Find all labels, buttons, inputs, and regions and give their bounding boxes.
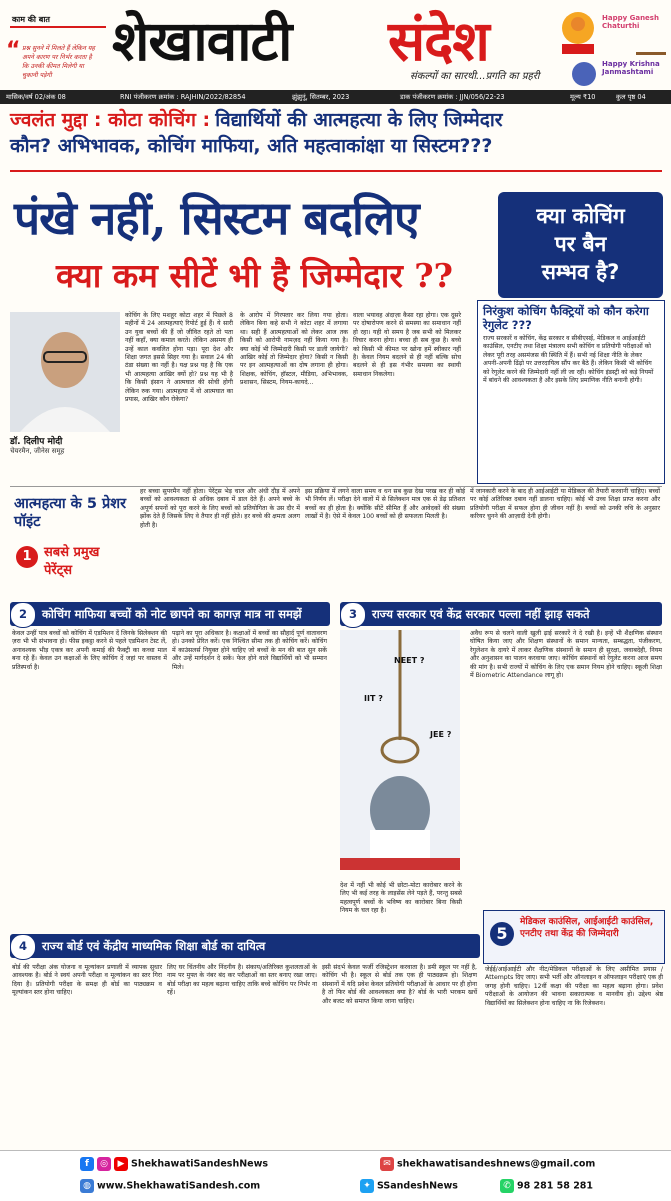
twitter-icon: ✦ bbox=[360, 1179, 374, 1193]
info-bar bbox=[0, 90, 671, 104]
tagline: संकल्पों का सारथी...प्रगति का प्रहरी bbox=[410, 71, 540, 82]
social-handle-2[interactable]: ✦ SSandeshNews bbox=[360, 1179, 458, 1193]
iit-label: IIT ? bbox=[364, 694, 383, 703]
section-4-column-3: इसी संदर्भ केवल फर्जी रजिस्ट्रेशन करवाता है। डमी स्कूल पर नहीं है, कोचिंग भी है। स्कूल से बोर्ड तक एक ही पाठ्यक्रम हो। शिक्षण संस्थानों में यदि प्रवेश केवल प्रतियोगी परीक्षाओं के आधार पर ही होना है तो फिर बोर्ड की आवश्यकता क्या है? बोर्ड के भारी भरकम खर्चे और बजट को समाप्त किया जाना चाहिए। bbox=[322, 964, 477, 1005]
section-5-body: जेईई/आईआईटी और नीट/मेडिकल परीक्षाओं के लिए असीमित प्रयास / Attempts दिए जाए। सभी भर्ती और ऑनलाइन व ऑफलाइन परीक्षाएं एक ही जगह होनी चाहिए। 12वीं कक्षा की परीक्षा का महत्व बढ़ाना होगा। प्रवेश परीक्षाओं के आयोजन की भावना सकारात्मक व मानवीय हो। उद्देश्य श्रेष्ठ विद्यार्थियों का सिलेक्शन होना चाहिए ना कि रिजेक्शन। bbox=[485, 966, 663, 1007]
festival-greeting-2: Happy Krishna Janmashtami bbox=[602, 60, 660, 76]
price: मूल्य ₹10 bbox=[570, 93, 596, 101]
whatsapp-icon: ✆ bbox=[500, 1179, 514, 1193]
quote-icon: “ bbox=[6, 38, 21, 63]
rni-info: RNI पंजीकरण क्रमांक : RAJHIN/2022/82854 bbox=[120, 93, 246, 101]
postal-info: डाक पंजीकरण क्रमांक : JJN/056/22-23 bbox=[400, 93, 505, 101]
section-3-title: राज्य सरकार एवं केंद्र सरकार पल्ला नहीं झाड़ सकते bbox=[372, 607, 590, 621]
festival-greeting-1: Happy Ganesh Chaturthi bbox=[602, 14, 659, 30]
author-photo bbox=[10, 312, 120, 432]
section-5-title: मेडिकल काउंसिल, आईआईटी काउंसिल, एनटीए तथा केंद्र की जिम्मेदारी bbox=[520, 917, 654, 939]
footer bbox=[0, 1150, 671, 1201]
mail-icon: ✉ bbox=[380, 1157, 394, 1171]
side-question-line1: क्या कोचिंग bbox=[536, 204, 625, 228]
side-question-line2: पर बैन bbox=[554, 232, 607, 256]
instagram-icon: ◎ bbox=[97, 1157, 111, 1171]
brand-title-left: शेखावाटी bbox=[112, 8, 292, 73]
regulation-title: निरंकुश कोचिंग फैक्ट्रियों को कौन करेगा रेगुलेट ??? bbox=[483, 304, 649, 332]
festival-banner bbox=[556, 0, 671, 92]
section-2-number: 2 bbox=[10, 602, 36, 628]
page-count: कुल पृष्ठ 04 bbox=[616, 93, 646, 101]
sub-headline: क्या कम सीटें भी है जिम्मेदार ?? bbox=[56, 256, 453, 295]
point-label: सबसे प्रमुख bbox=[44, 545, 100, 560]
side-question-box bbox=[498, 192, 663, 298]
phone-number[interactable]: ✆ 98 281 58 281 bbox=[500, 1179, 593, 1193]
section-4-column-2: लिए घर चिंतनीय और निंदनीय है। संकाय/अतिरिक्त कुशलताओं के नाम पर मुफ्त के नंबर बंद कर परीक्षाओं का स्तर बनाए रखा जाए। बोर्ड परीक्षा का महत्व बढ़ाना चाहिए ताकि बच्चे कोचिंग पर निर्भर ना रहें। bbox=[167, 964, 317, 997]
section-3-number: 3 bbox=[340, 602, 366, 628]
website-link[interactable]: ◍ www.ShekhawatiSandesh.com bbox=[80, 1179, 260, 1193]
point-sublabel: पेरेंट्स bbox=[44, 563, 73, 578]
section-4-title: राज्य बोर्ड एवं केंद्रीय माध्यमिक शिक्षा बोर्ड का दायित्व bbox=[42, 939, 266, 953]
section-4-number: 4 bbox=[10, 934, 36, 960]
point-number: 1 bbox=[16, 546, 38, 568]
parents-column-1: हर बच्चा सुपरमैन नहीं होता। पेरेंट्स भेड़ चाल और अंधी दौड़ में अपने बच्चों को आवश्यकता से अधिक दबाव में डाल देते हैं। अपने बच्चे के अपूर्ण सपनों को पूरा करने के लिए बच्चों को प्रतियोगिता के उस दौर में झोंक देते हैं जिसके लिए वे तैयार ही नहीं होते। हर बच्चे की क्षमता अलग होती है। bbox=[140, 488, 300, 529]
brand-title-right: संदेश bbox=[388, 8, 489, 73]
divider bbox=[10, 486, 662, 487]
section-4-column-1: बोर्ड की परीक्षा अंक योजना व मूल्यांकन प्रणाली में व्यापक सुधार आवश्यक है। बोर्ड ने स्वयं अपनी परीक्षा व मूल्यांकन का स्तर गिरा दिया है। प्रतियोगी परीक्षा के समक्ष ही बोर्ड का पाठ्यक्रम व मूल्यांकन स्तर होना चाहिए। bbox=[12, 964, 162, 997]
lead-column-1: कोचिंग के लिए मशहूर कोटा शहर में पिछले 8 महीनों में 24 आत्महत्याएं रिपोर्ट हुई हैं। ये सारी उन युवा बच्चों की हैं जो जीवित रहते तो पता नहीं कहाँ, क्या कमाल करते। लेकिन असमय ही उन्हें काल कवलित होना पड़ा। पूरा देश और शिक्षा जगत इससे सिहर गया है। सवाल 24 की ठंडा संख्या का नहीं है। यक्ष प्रश्न यह है कि एक भी आत्महत्या आखिर क्यों हो? प्रश्न यह भी है कि किसी इंसान ने आत्मघात की सोची होगी लेकिन रुक गया। आत्महत्या में वो आत्मघात का प्रयास, आखिर कौन रोकेगा? bbox=[125, 312, 233, 404]
lead-column-2: के आरोप में गिरफ्तार कर लिया गया होता। लेकिन बिना कहे सभी ने कोटा शहर में लगाया था। सही हैं आत्महत्याओं को लेकर आज तक किसी को आरोपी नामज़द नहीं किया गया है। क्या कोई भी जिम्मेदारी किसी पर डाली जायेगी? आखिर कोई तो जिम्मेदार होगा? किसी न किसी पर इन आत्महत्याओं का दोष लगाना ही होगा। शिक्षक, कोचिंग, हॉस्टल, मीडिया, अभिभावक, प्रशासन, सिस्टम, नियम-कायदे... bbox=[240, 312, 348, 387]
main-headline: पंखे नहीं, सिस्टम बदलिए bbox=[14, 191, 419, 245]
pressure-points-title: आत्महत्या के 5 प्रेशर पॉइंट bbox=[14, 496, 127, 530]
section-5-number: 5 bbox=[490, 922, 514, 946]
burning-issue bbox=[10, 108, 662, 159]
neet-label: NEET ? bbox=[394, 656, 425, 665]
globe-icon: ◍ bbox=[80, 1179, 94, 1193]
section-2-header bbox=[10, 602, 330, 626]
lead-column-3: वाला भयावह अंदाज़ा कैसा रहा होगा। एक दूसरे पर दोषारोपण करने से समस्या का समाधान नहीं हो रहा। यही वो समय है जब सभी को मिलकर विचार करना होगा। बच्चा ही सब कुछ है। बच्चे को किसी भी कीमत पर खोना हमें स्वीकार नहीं है। केवल नियम बदलने से ही नहीं बल्कि सोच बदलने से ही इस गंभीर समस्या का स्थायी समाधान निकलेगा। bbox=[353, 312, 461, 378]
student-pressure-illustration bbox=[340, 630, 460, 870]
section-2-column-2: पढ़ाने का पूरा अधिकार है। कक्षाओं में बच्चों का सौहार्द पूर्ण वातावरण हो। उनको प्रेरित करें। एक निश्चित सीमा तक ही कोचिंग करें। कोचिंग में काउंसलर्स नियुक्त होने चाहिए जो बच्चों के मन की बात सुन सकें और उन्हें मार्गदर्शन दे सकें। फेल होने वाले विद्यार्थियों को भी सम्मान मिले। bbox=[172, 630, 327, 671]
burning-issue-line2: कौन? अभिभावक, कोचिंग माफिया, अति महत्वाकांक्षा या सिस्टम??? bbox=[10, 135, 493, 157]
email-link[interactable]: ✉ shekhawatisandeshnews@gmail.com bbox=[380, 1157, 595, 1171]
illustration-caption: देश में नहीं भी कोई भी छोटा-मोटा कारोबार करने के लिए भी कई तरह के लाइसेंस लेने पड़ते हैं, परन्तु सबसे महत्वपूर्ण बच्चों के भविष्य का कारोबार बिना किसी नियम के चल रहा है। bbox=[340, 882, 462, 915]
parents-column-3: में जानकारी करने के बाद ही आईआईटी या मेडिकल की तैयारी करवानी चाहिए। बच्चों पर कोई अतिरिक्त दबाव नहीं डालना चाहिए। कोई भी उच्च शिक्षा प्राप्त करना और प्रतियोगी परीक्षा में सफल होना ही जीवन नहीं है। बच्चों को उनकी रुचि के अनुसार करियर चुनने की आज़ादी देनी होगी। bbox=[470, 488, 660, 521]
side-question-line3: सम्भव है? bbox=[541, 260, 620, 284]
burning-issue-label: ज्वलंत मुद्दा : कोटा कोचिंग : bbox=[10, 109, 211, 131]
jee-label: JEE ? bbox=[430, 730, 452, 739]
youtube-icon: ▶ bbox=[114, 1157, 128, 1171]
parents-column-2: इस प्रक्रिया में लगने वाला समय व धन सब कुछ देख परख कर ही कोई भी निर्णय लें। परीक्षा देने वालों में से सिलेक्शन मात्र एक से डेढ़ प्रतिशत बच्चों का ही होता है। क्योंकि सीटें सीमित हैं और आवेदकों की संख्या लाखों में है। ऐसे में केवल 100 बच्चों को ही सफलता मिलती है। bbox=[305, 488, 465, 521]
section-3-body: अवैध रूप से चलने वाली खुली ढ़ाई सरकारें ने दे रखी है। इन्हें भी शैक्षणिक संस्थान घोषित किया जाए और शिक्षण संस्थानों के समान मान्यता, सम्बद्धता, पंजीकरण, रेगुलेशन के दायरे में लाकर शैक्षणिक संस्थानों के समान ही सुरक्षा, जवाबदेही, नियम और अनुशासन का पालन करवाया जाए। कोचिंग संस्थानों को रेगुलेट करना आज समय की मांग है। सभी राज्यों में कोचिंग के लिए एक समान नियम होने चाहिए। स्कूली शिक्षा में Biometric Attendance लागू हो। bbox=[470, 630, 662, 680]
author-role: चेयरमैन, जीनेस समूह bbox=[10, 447, 65, 455]
author-name: डॉ. दिलीप मोदी bbox=[10, 437, 63, 447]
divider bbox=[10, 170, 662, 172]
quote-text: प्रश्न सुनने में मिलते हैं लेकिन यह अपने कारण पर निर्भर करता है कि उनकी कीमत मिलेगी या चुकानी पड़ेगी bbox=[22, 45, 95, 79]
facebook-icon: f bbox=[80, 1157, 94, 1171]
section-2-column-1: केवल उन्हीं पात्र बच्चों को कोचिंग में एडमिशन दें जिनके सिलेक्शन की ज़रा भी भी संभावना हो। फीस इकट्ठा करने से पहले एडमिशन टेस्ट लें, अनावश्यक भीड़ एकत्र कर अपनी कमाई की फैक्ट्री का कच्चा माल बना रहे हैं। केवल उन कक्षाओं के लिए कोचिंग दें जहां पर वास्तव में प्रतिस्पर्धा है। bbox=[12, 630, 167, 671]
issue-info: मासिक/वर्ष 02/अंक 08 bbox=[6, 93, 66, 101]
regulation-box bbox=[477, 300, 665, 484]
social-handle-1[interactable]: f ◎ ▶ ShekhawatiSandeshNews bbox=[80, 1157, 268, 1171]
dateline: झुंझुनूं, सितम्बर, 2023 bbox=[292, 93, 350, 101]
section-2-title: कोचिंग माफिया बच्चों को नोट छापने का कागज़ मात्र ना समझें bbox=[42, 607, 302, 621]
section-3-header bbox=[340, 602, 662, 626]
regulation-body: राज्य सरकारें व कोचिंग, केंद्र सरकार व सीबीएसई, मेडिकल व आईआईटी काउंसिल, एनटीए तथा शिक्षा मंत्रालय सभी कोचिंग व प्रतियोगी परीक्षाओं को लेकर पूरी तरह असमंजस की स्थिति में हैं। सभी नई शिक्षा नीति के लेकर अपनी-अपनी ढिंढ़ो पर उत्तरदायित्व सौंप कर बैठे हैं। लेकिन किसी भी कोचिंग को रेगुलेट करने की जिम्मेदारी नहीं ली जा रही। कोचिंग इंडस्ट्री को कड़े नियमों में बांधने की आवश्यकता है और इसके लिए प्रमाणिक नीति बनानी होगी। bbox=[483, 335, 654, 385]
section-4-header bbox=[10, 934, 480, 958]
column-label: काम की बात bbox=[12, 15, 50, 24]
divider bbox=[10, 26, 106, 28]
burning-issue-text: विद्यार्थियों की आत्महत्या के लिए जिम्मेदार bbox=[215, 109, 503, 131]
